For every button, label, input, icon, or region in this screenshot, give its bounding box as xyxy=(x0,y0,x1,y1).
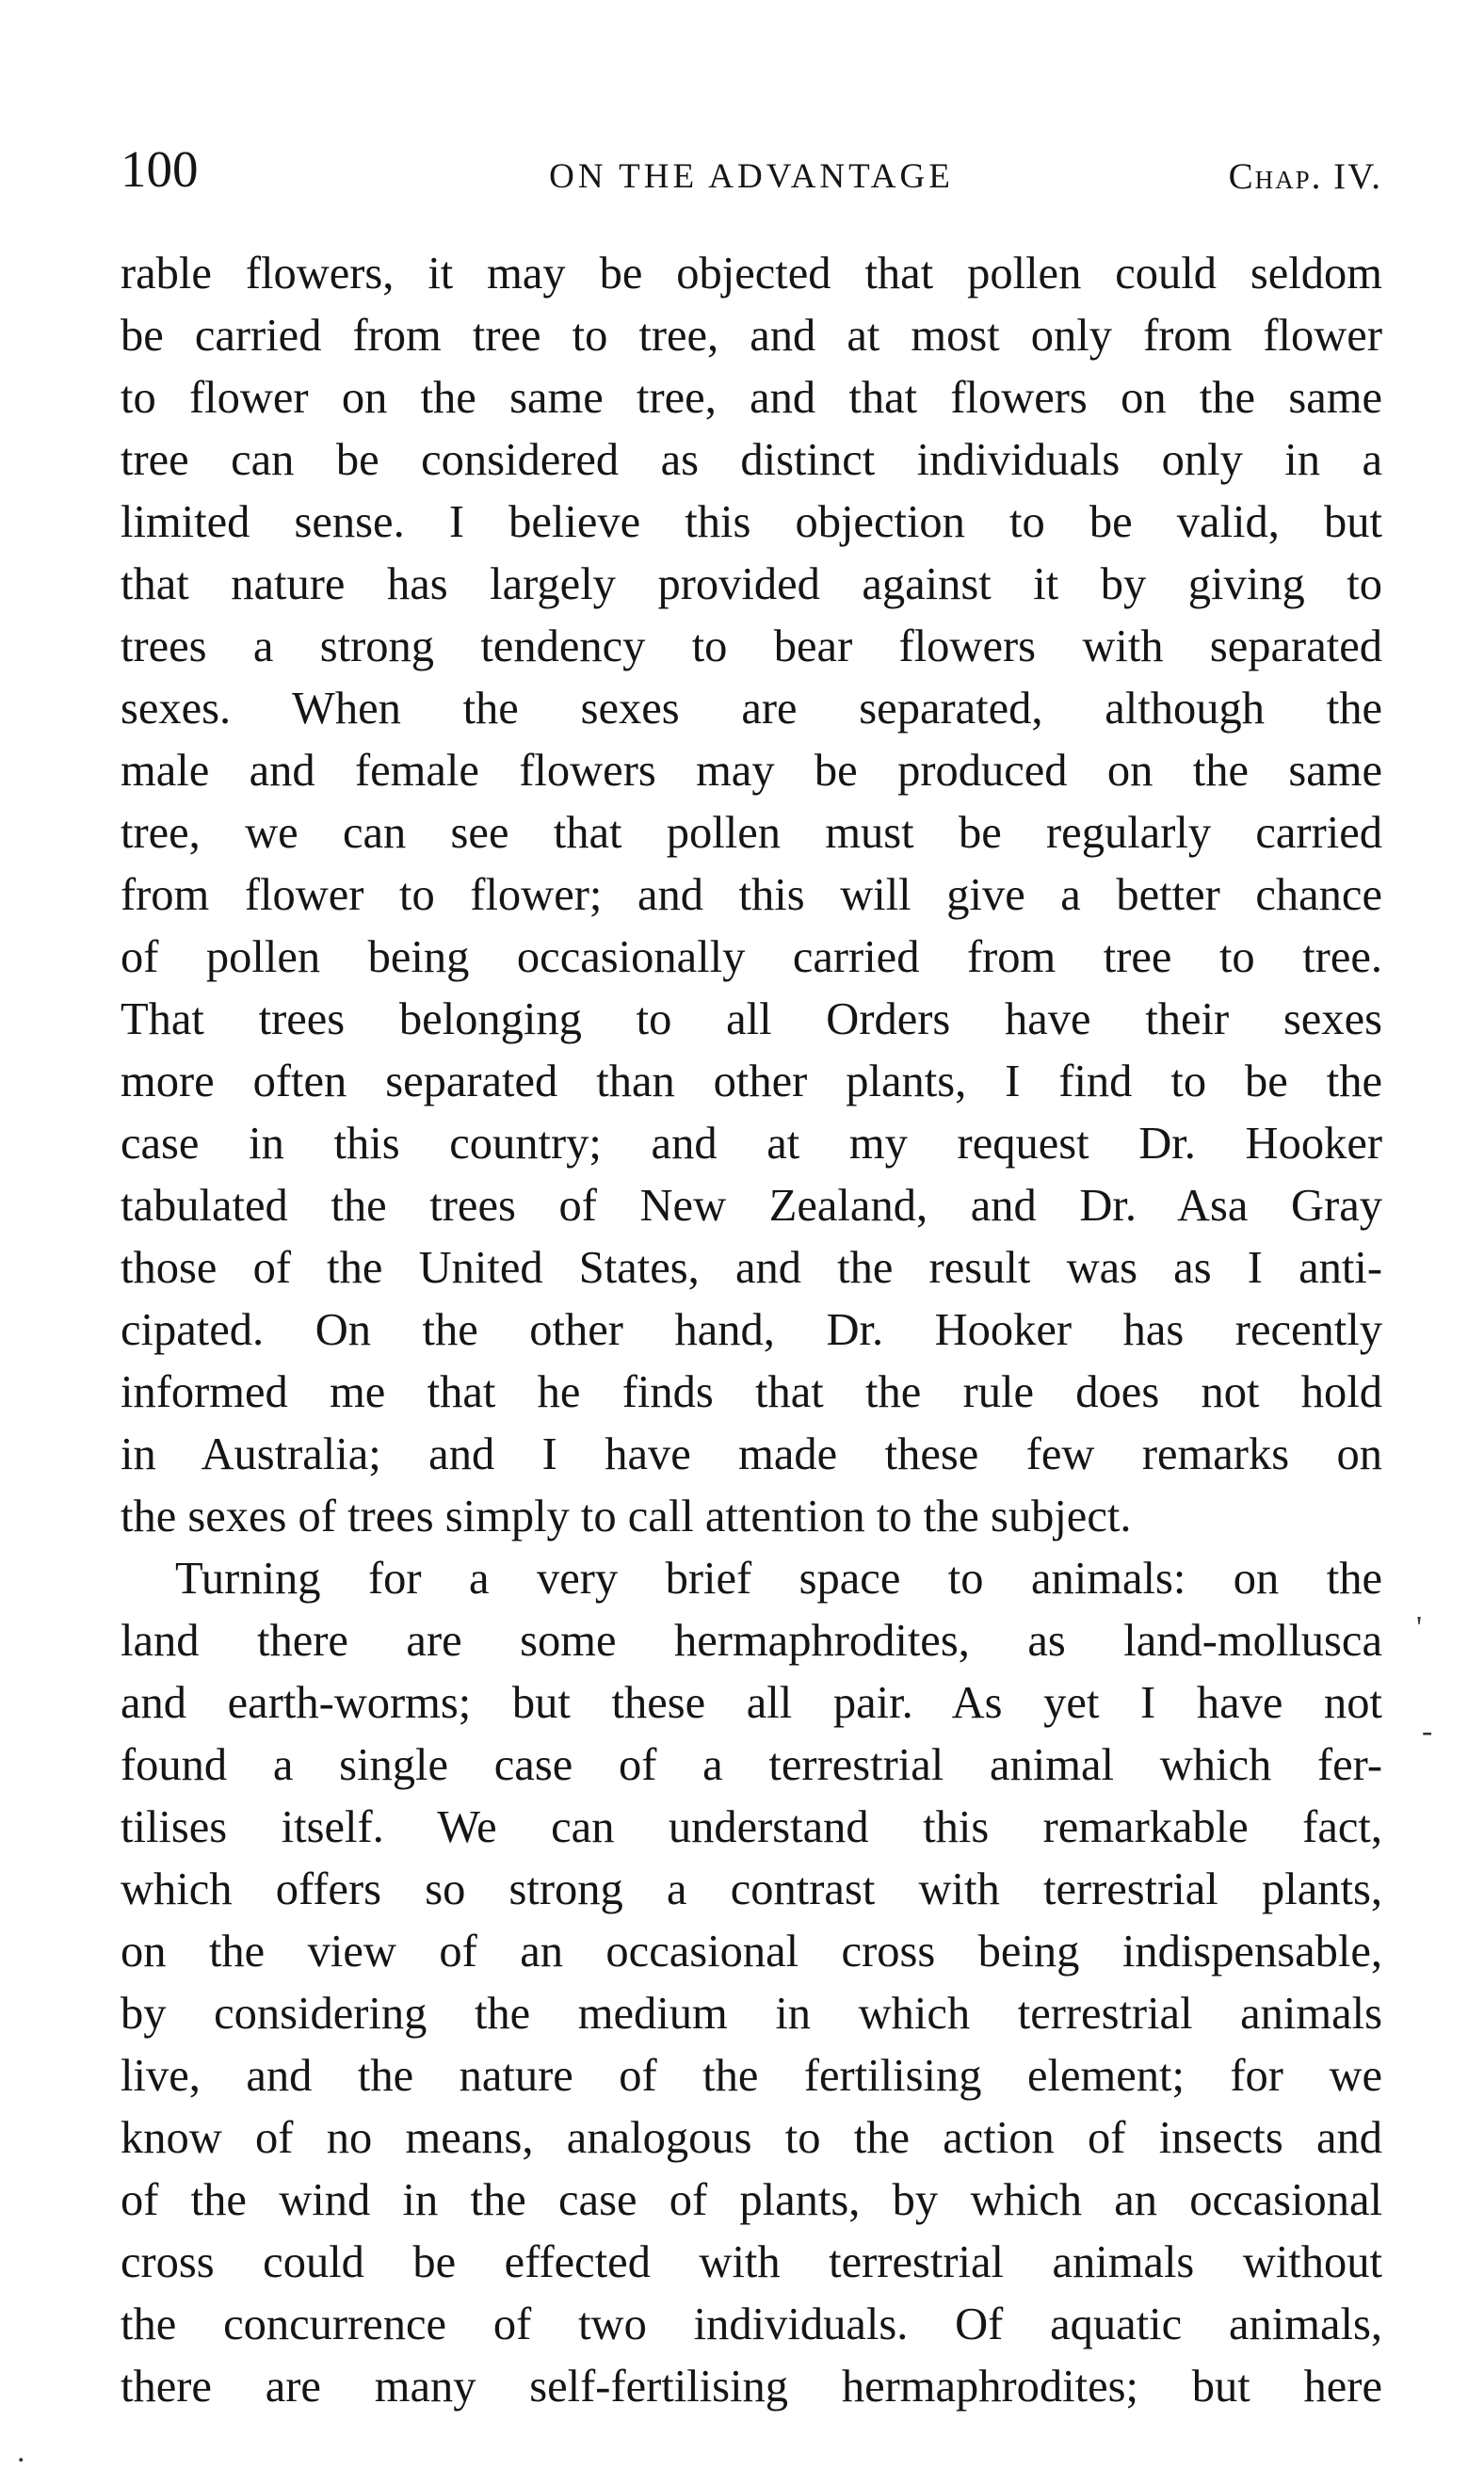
text-line: tree can be considered as distinct individuals only in a xyxy=(121,435,1382,485)
text-line: cipated. On the other hand, Dr. Hooker has recently xyxy=(121,1305,1382,1355)
paragraph-first-line: Turning for a very brief space to animals: on the xyxy=(175,1554,1382,1604)
text-line: by considering the medium in which terrestrial animals xyxy=(121,1989,1382,2039)
page-header xyxy=(121,132,1382,207)
text-line: live, and the nature of the fertilising element; for we xyxy=(121,2051,1382,2101)
text-line: case in this country; and at my request Dr. Hooker xyxy=(121,1119,1382,1169)
text-line: tilises itself. We can understand this remarkable fact, xyxy=(121,1802,1382,1852)
paragraph-last-line: the sexes of trees simply to call attention to the subject. xyxy=(121,1492,1132,1541)
text-line: found a single case of a terrestrial animal which fer- xyxy=(121,1740,1382,1790)
margin-mark: - xyxy=(1422,1714,1433,1749)
text-line: tree, we can see that pollen must be regularly carried xyxy=(121,808,1382,858)
text-line: those of the United States, and the result was as I anti- xyxy=(121,1243,1382,1293)
text-line: of the wind in the case of plants, by which an occasional xyxy=(121,2175,1382,2225)
text-line: male and female flowers may be produced on the same xyxy=(121,746,1382,796)
text-line: that nature has largely provided against it by giving to xyxy=(121,559,1382,609)
body-text xyxy=(121,243,1382,2418)
chapter-label: Chap. IV. xyxy=(1228,156,1382,197)
text-line: and earth-worms; but these all pair. As yet I have not xyxy=(121,1678,1382,1728)
text-line: sexes. When the sexes are separated, although the xyxy=(121,684,1382,734)
text-line: in Australia; and I have made these few remarks on xyxy=(121,1429,1382,1479)
text-line: limited sense. I believe this objection to be valid, but xyxy=(121,497,1382,547)
text-line: of pollen being occasionally carried from tree to tree. xyxy=(121,932,1382,982)
text-line: on the view of an occasional cross being indispensable, xyxy=(121,1927,1382,1977)
text-line: be carried from tree to tree, and at most only from flower xyxy=(121,311,1382,361)
text-line: That trees belonging to all Orders have their sexes xyxy=(121,994,1382,1044)
text-line: informed me that he finds that the rule does not hold xyxy=(121,1367,1382,1417)
text-line: rable flowers, it may be objected that pollen could seldom xyxy=(121,249,1382,299)
text-line: there are many self-fertilising hermaphrodites; but here xyxy=(121,2362,1382,2412)
text-line: the concurrence of two individuals. Of aquatic animals, xyxy=(121,2299,1382,2349)
running-title: ON THE ADVANTAGE xyxy=(549,157,954,196)
text-line: to flower on the same tree, and that flowers on the same xyxy=(121,373,1382,423)
page-number: 100 xyxy=(121,140,199,198)
text-line: which offers so strong a contrast with terrestrial plants, xyxy=(121,1864,1382,1914)
text-line: from flower to flower; and this will give a better chance xyxy=(121,870,1382,920)
text-line: land there are some hermaphrodites, as land-mollusca xyxy=(121,1616,1382,1666)
text-line: more often separated than other plants, I find to be the xyxy=(121,1057,1382,1106)
text-line: trees a strong tendency to bear flowers with separated xyxy=(121,621,1382,671)
text-line: cross could be effected with terrestrial animals without xyxy=(121,2237,1382,2287)
margin-mark: . xyxy=(17,2434,25,2469)
text-line: tabulated the trees of New Zealand, and Dr. Asa Gray xyxy=(121,1181,1382,1231)
margin-mark: ' xyxy=(1416,1610,1423,1645)
text-line: know of no means, analogous to the action of insects and xyxy=(121,2113,1382,2163)
